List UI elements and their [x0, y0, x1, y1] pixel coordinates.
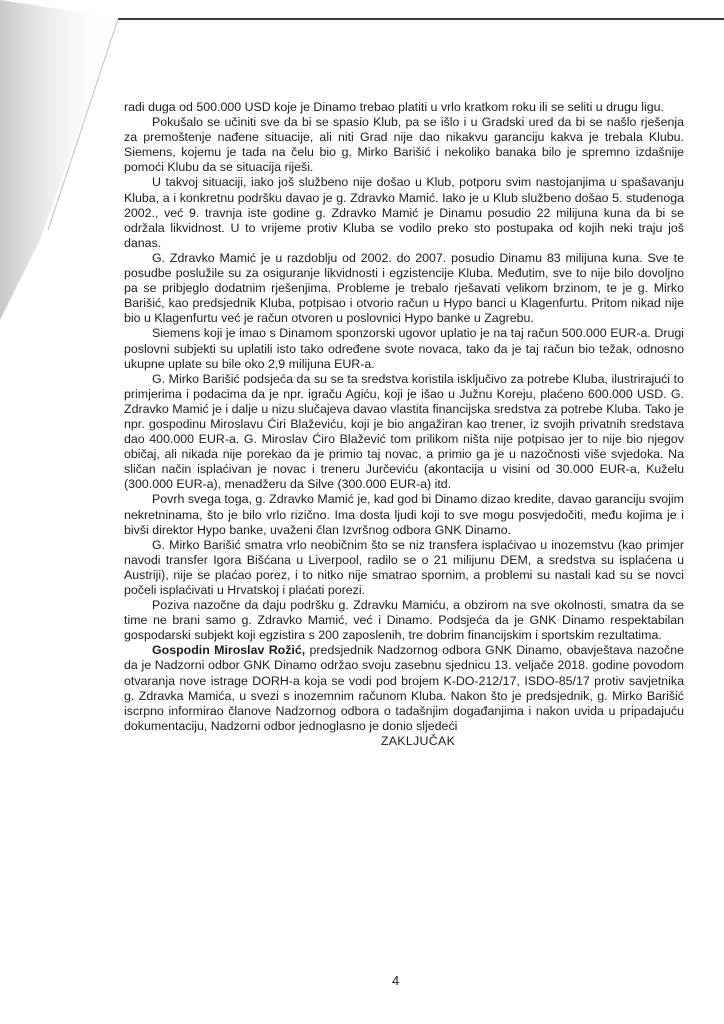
paragraph-3: U takvoj situaciji, iako još službeno nije došao u Klub, potporu svim nastojanjima u spašavanju Kluba, a i konkretnu podršku davao je g. Zdravko Mamić. Iako je u Klub službeno došao 5. studenoga 2002., već 9. travnja iste godine g. Zdravko Mamić je Dinamu posudio 22 milijuna kuna da bi se održala likvidnost. U to vrijeme protiv Kluba se vodilo preko sto postupaka od kojih neki traju još danas.	[124, 175, 684, 250]
page-number: 4	[392, 973, 400, 988]
conclusion-heading: ZAKLJUČAK	[380, 733, 456, 748]
paragraph-5: Siemens koji je imao s Dinamom sponzorski ugovor uplatio je na taj račun 500.000 EUR-a. Drugi poslovni subjekti su uplatili isto tako određene svote novaca, tako da je taj račun bio težak, odnosno ukupne uplate su bile oko 2,9 milijuna EUR-a.	[124, 326, 684, 371]
paragraph-7: Povrh svega toga, g. Zdravko Mamić je, kad god bi Dinamo dizao kredite, davao garanciju svojim nekretninama, što je bilo vrlo rizično. Ima dosta ljudi koji to sve mogu posvjedočiti, među kojima je i bivši direktor Hypo banke, uvaženi član Izvršnog odbora GNK Dinamo.	[124, 492, 684, 537]
paragraph-8: G. Mirko Barišić smatra vrlo neobičnim što se niz transfera isplaćivao u inozemstvu (kao primjer navodi transfer Igora Bišćana u Liverpool, radilo se o 21 milijunu DEM, a sredstva su isplaćena u Austriji), nije se plaćao porez, i to nitko nije smatrao spornim, a problemi su nastali kad su se novci počeli isplaćivati u Hrvatskoj i plaćati porezi.	[124, 537, 684, 597]
paragraph-6: G. Mirko Barišić podsjeća da su se ta sredstva koristila isključivo za potrebe Kluba, ilustrirajući to primjerima i podacima da je npr. igraču Agiću, koji je išao u Južnu Koreju, plaćeno 600.000 USD. G. Zdravko Mamić je i dalje u nizu slučajeva davao vlastita financijska sredstva za potrebe Kluba. Tako je npr. gospodinu Miroslavu Ćiri Blaževiću, koji je bio angažiran kao trener, iz svojih privatnih sredstava dao 400.000 EUR-a. G. Miroslav Ćiro Blažević tom prilikom ništa nije potpisao jer to nije bio njegov običaj, ali nikada nije porekao da je primio taj novac, a primio ga je u nazočnosti više svjedoka. Na sličan način isplaćivan je novac i treneru Jurčeviću (akontacija u visini od 30.000 EUR-a, Kuželu (300.000 EUR-a), menadžeru da Silve (300.000 EUR-a) itd.	[124, 371, 684, 492]
paragraph-4: G. Zdravko Mamić je u razdoblju od 2002. do 2007. posudio Dinamu 83 milijuna kuna. Sve te posudbe poslužile su za osiguranje likvidnosti i egzistencije Kluba. Međutim, sve to nije bilo dovoljno pa se pribjeglo dodatnim rješenjima. Probleme je trebalo rješavati velikom brzinom, te je g. Mirko Barišić, kao predsjednik Kluba, potpisao i otvorio račun u Hypo banci u Klagenfurtu. Pritom nikad nije bio u Klagenfurtu već je račun otvoren u poslovnici Hypo banke u Zagrebu.	[124, 250, 684, 326]
document-body	[124, 100, 684, 749]
paragraph-2: Pokušalo se učiniti sve da bi se spasio Klub, pa se išlo i u Gradski ured da bi se našlo rješenja za premoštenje nađene situacije, ali niti Grad nije dao nikakvu garanciju kakva je trebala Klubu. Siemens, kojemu je tada na čelu bio g. Mirko Barišić i nekoliko banaka bilo je spremno izdašnije pomoći Klubu da se situacija riješi.	[124, 115, 684, 175]
page-top-edge	[118, 18, 724, 20]
paragraph-9: Poziva nazočne da daju podršku g. Zdravku Mamiću, a obzirom na sve okolnosti, smatra da se time ne brani samo g. Zdravko Mamić, već i Dinamo. Podsjeća da je GNK Dinamo respektabilan gospodarski subjekt koji egzistira s 200 zaposlenih, tre dobrim financijskim i sportskim rezultatima.	[124, 598, 684, 643]
paragraph-10: Gospodin Miroslav Rožić, predsjednik Nadzornog odbora GNK Dinamo, obavještava nazočne da je Nadzorni odbor GNK Dinamo održao svoju zasebnu sjednicu 13. veljače 2018. godine povodom otvaranja nove istrage DORH-a koja se vodi pod brojem K-DO-212/17, ISDO-85/17 protiv savjetnika g. Zdravka Mamića, u svezi s inozemnim računom Kluba. Nakon što je predsjednik, g. Mirko Barišić iscrpno informirao članove Nadzornog odbora o tadašnjim događanjima i nakon uvida u pripadajuću dokumentaciju, Nadzorni odbor jednoglasno je donio sljedeći	[124, 643, 684, 733]
speaker-name: Gospodin Miroslav Rožić,	[152, 643, 306, 658]
paragraph-1: radi duga od 500.000 USD koje je Dinamo trebao platiti u vrlo kratkom roku ili se seliti u drugu ligu.	[124, 100, 664, 114]
